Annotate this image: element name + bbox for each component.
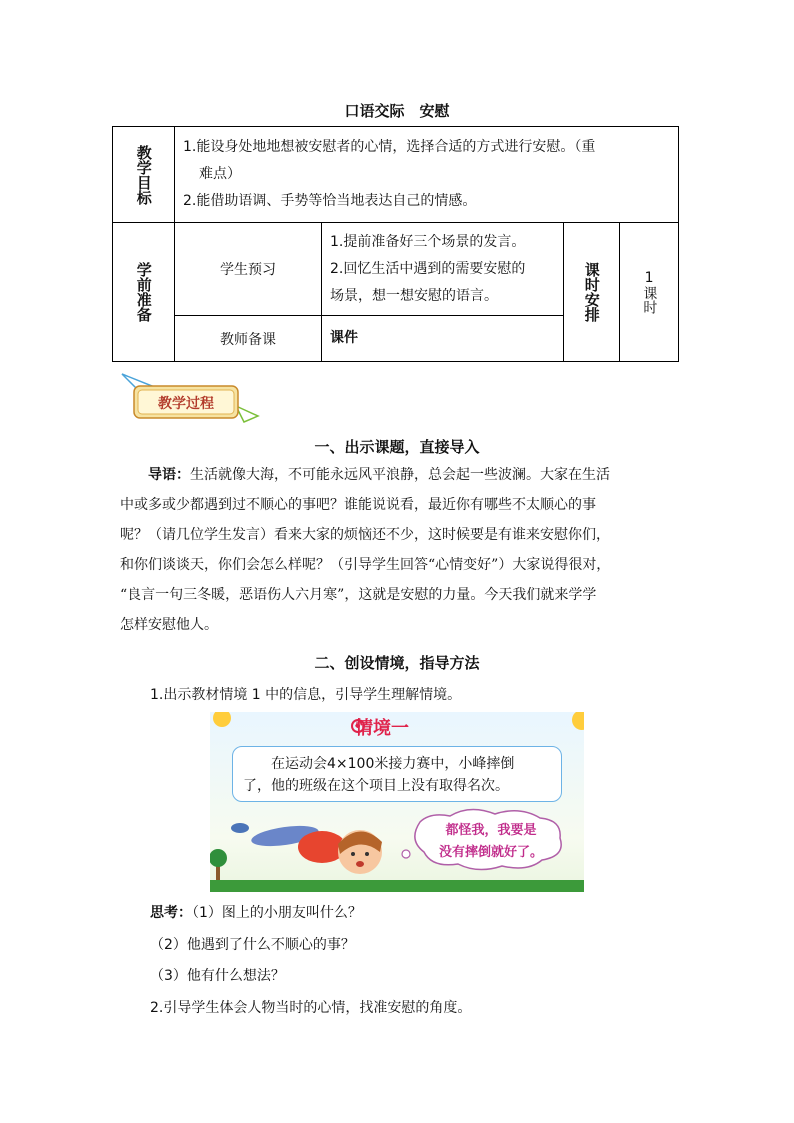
intro-line: 和你们谈谈天，你们会怎么样呢？（引导学生回答“心情变好”）大家说得很对， bbox=[120, 557, 611, 573]
intro-line: 生活就像大海，不可能永远风平浪静，总会起一些波澜。大家在生活 bbox=[190, 467, 610, 483]
student-prep-row bbox=[113, 223, 679, 316]
student-prep-cell bbox=[322, 223, 564, 316]
tree-icon bbox=[210, 849, 227, 880]
teacher-prep-value: 课件 bbox=[322, 316, 564, 362]
step-2: 2.引导学生体会人物当时的心情，找准安慰的角度。 bbox=[150, 1000, 472, 1016]
prep-label-cell bbox=[113, 223, 175, 362]
hours-unit: 课时 bbox=[641, 286, 658, 314]
teaching-process-banner bbox=[120, 372, 260, 424]
intro-line: 中或多或少都遇到过不顺心的事吧？谁能说说看，最近你有哪些不太顺心的事 bbox=[120, 497, 596, 513]
prep-label: 学前准备 bbox=[134, 262, 153, 322]
scene-line: 了，他的班级在这个项目上没有取得名次。 bbox=[243, 778, 509, 794]
hours-num: 1 bbox=[644, 270, 654, 286]
goals-label: 教学目标 bbox=[134, 144, 153, 205]
lesson-plan-table bbox=[112, 126, 679, 362]
paper-plane-icon bbox=[236, 406, 258, 422]
step-1: 1.出示教材情境 1 中的信息，引导学生理解情境。 bbox=[150, 687, 462, 703]
prep-line: 场景，想一想安慰的语言。 bbox=[330, 287, 498, 304]
goals-label-cell bbox=[113, 127, 175, 223]
section2-heading: 二、创设情境，指导方法 bbox=[314, 654, 480, 672]
scene-line: 在运动会4×100米接力赛中，小峰摔倒 bbox=[271, 756, 515, 772]
teacher-prep-label: 教师备课 bbox=[175, 316, 322, 362]
thought-line: 都怪我，我要是 bbox=[445, 823, 537, 838]
intro-lead: 导语： bbox=[148, 467, 190, 483]
scene-illustration bbox=[210, 712, 584, 892]
thought-text bbox=[428, 820, 554, 864]
fallen-boy-illustration bbox=[231, 822, 382, 874]
prep-line: 1.提前准备好三个场景的发言。 bbox=[330, 233, 526, 250]
intro-paragraph bbox=[120, 460, 680, 490]
hours-label-cell bbox=[564, 223, 620, 362]
think-label: 思考： bbox=[150, 905, 192, 921]
question-text: （1）图上的小朋友叫什么？ bbox=[192, 905, 362, 921]
hours-value-cell bbox=[620, 223, 679, 362]
student-prep-label: 学生预习 bbox=[175, 223, 322, 316]
hours-label: 课时安排 bbox=[582, 262, 601, 322]
prep-line: 2.回忆生活中遇到的需要安慰的 bbox=[330, 260, 526, 277]
section1-heading: 一、出示课题，直接导入 bbox=[314, 438, 480, 456]
goals-cell bbox=[175, 127, 679, 223]
banner-text: 教学过程 bbox=[158, 396, 214, 412]
goal-line: 1.能设身处地地想被安慰者的心情，选择合适的方式进行安慰。（重 bbox=[183, 139, 596, 155]
grass-strip bbox=[210, 880, 584, 892]
intro-line: “良言一句三冬暖，恶语伤人六月寒”，这就是安慰的力量。今天我们就来学学 bbox=[120, 587, 597, 603]
goal-line: 难点） bbox=[199, 166, 241, 182]
sun-icon bbox=[572, 712, 584, 730]
question-1 bbox=[150, 902, 362, 922]
question-3: （3）他有什么想法？ bbox=[150, 968, 285, 984]
question-2: （2）他遇到了什么不顺心的事？ bbox=[150, 937, 355, 953]
sun-icon bbox=[213, 712, 231, 727]
goal-line: 2.能借助语调、手势等恰当地表达自己的情感。 bbox=[183, 193, 477, 209]
goals-row bbox=[113, 127, 679, 223]
thought-line: 没有摔倒就好了。 bbox=[438, 845, 543, 860]
intro-line: 呢？（请几位学生发言）看来大家的烦恼还不少，这时候要是有谁来安慰你们， bbox=[120, 527, 610, 543]
scene-description bbox=[232, 746, 562, 802]
scene-title: 情境一 bbox=[355, 718, 409, 739]
intro-line: 怎样安慰他人。 bbox=[120, 617, 218, 633]
page-title: 口语交际 安慰 bbox=[344, 102, 450, 120]
